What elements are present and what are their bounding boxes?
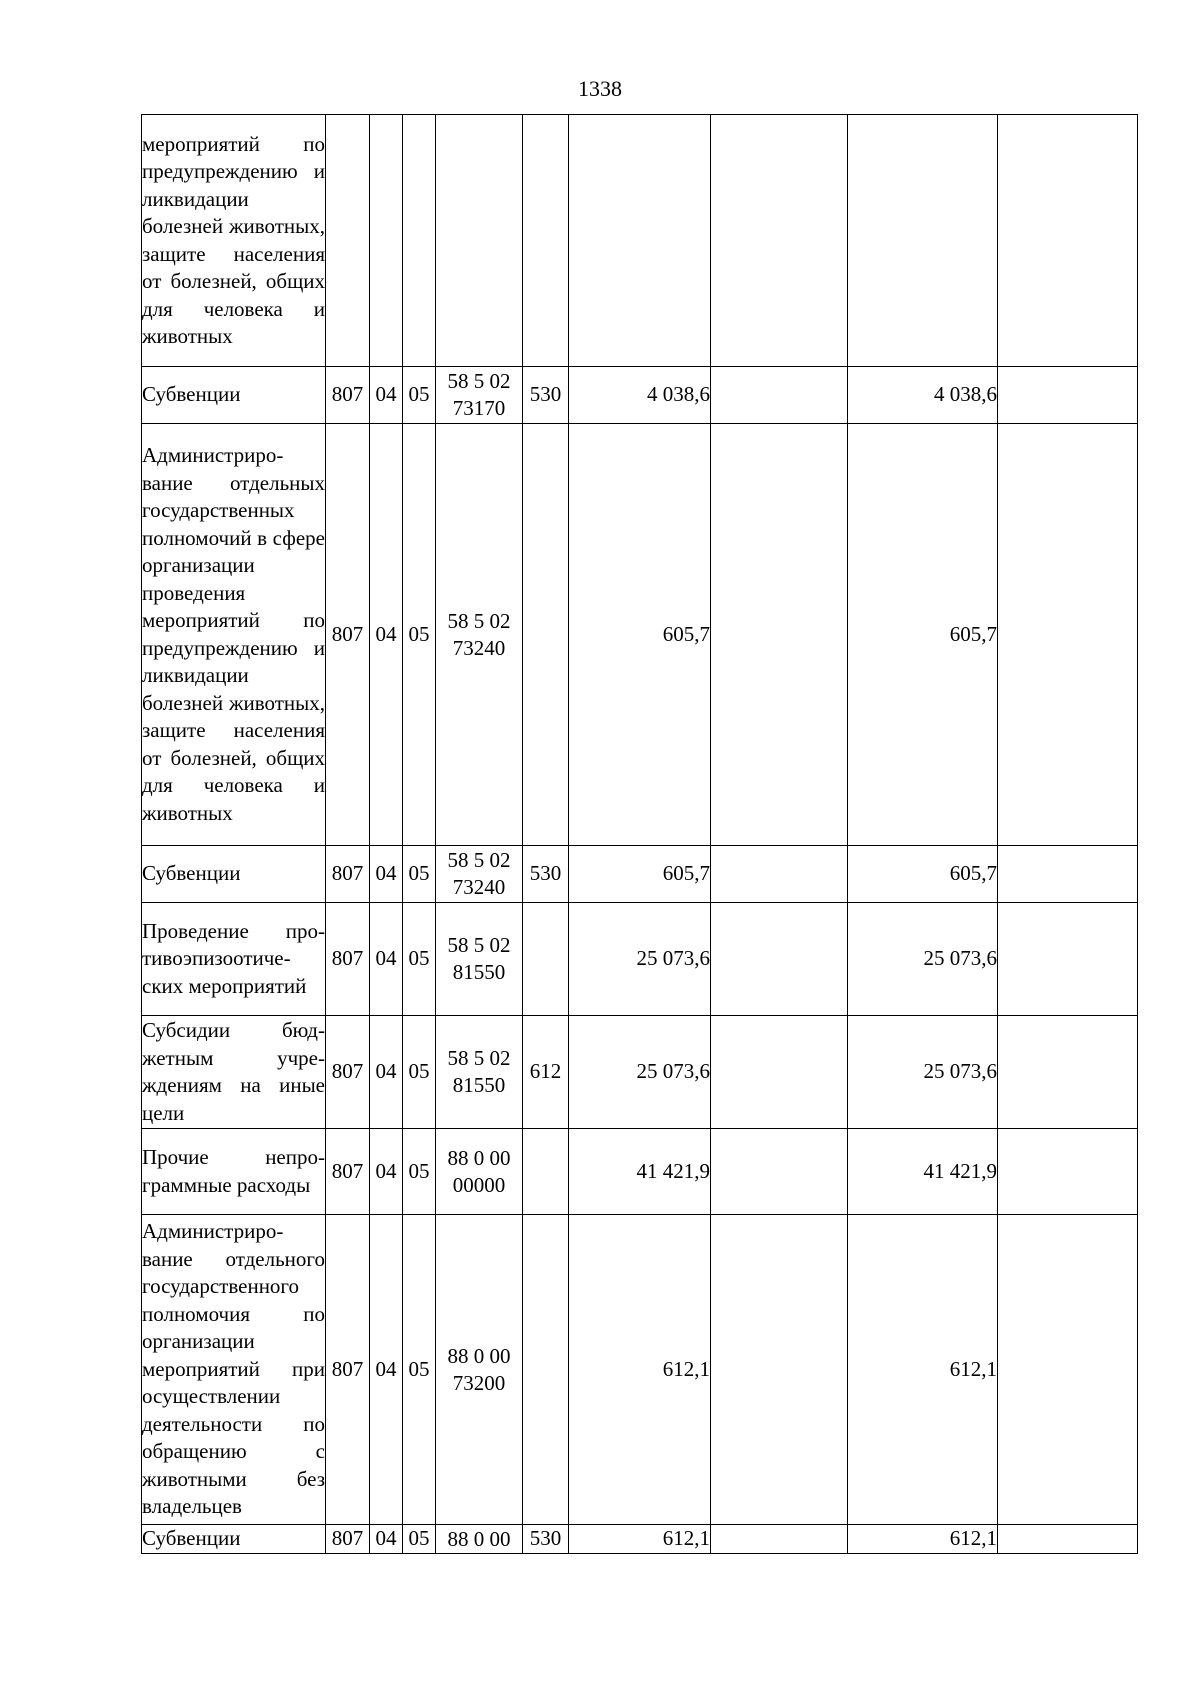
row-grbs: 807 — [326, 903, 370, 1016]
row-vr — [523, 1129, 569, 1215]
row-sum-4 — [998, 367, 1138, 424]
row-rz: 04 — [370, 1215, 403, 1525]
row-sum-1: 612,1 — [569, 1525, 711, 1554]
row-sum-2 — [711, 1525, 848, 1554]
row-vr — [523, 424, 569, 846]
row-grbs — [326, 115, 370, 367]
row-csr — [436, 424, 523, 846]
row-sum-4 — [998, 115, 1138, 367]
row-sum-2 — [711, 115, 848, 367]
row-sum-3: 25 073,6 — [848, 1016, 998, 1129]
row-sum-1: 4 038,6 — [569, 367, 711, 424]
row-grbs: 807 — [326, 1016, 370, 1129]
row-sum-1: 25 073,6 — [569, 903, 711, 1016]
row-csr — [436, 115, 523, 367]
row-csr — [436, 1016, 523, 1129]
row-csr-part2: 00000 — [452, 1172, 506, 1197]
row-pr — [403, 115, 436, 367]
row-vr — [523, 115, 569, 367]
row-csr-part1: 58 5 02 — [447, 933, 511, 957]
row-sum-1: 612,1 — [569, 1215, 711, 1525]
row-grbs: 807 — [326, 1129, 370, 1215]
row-csr-part1: 88 0 00 — [447, 1526, 511, 1551]
table-row — [142, 1215, 1138, 1525]
row-rz: 04 — [370, 903, 403, 1016]
row-sum-1: 41 421,9 — [569, 1129, 711, 1215]
row-sum-1: 25 073,6 — [569, 1016, 711, 1129]
row-csr — [436, 846, 523, 903]
row-csr-part2: 81550 — [452, 1073, 506, 1097]
row-vr: 530 — [523, 367, 569, 424]
row-name: Субвенции — [142, 846, 326, 903]
row-csr-part1: 88 0 00 — [447, 1145, 511, 1170]
row-rz: 04 — [370, 424, 403, 846]
row-rz: 04 — [370, 846, 403, 903]
row-sum-4 — [998, 424, 1138, 846]
table-row — [142, 424, 1138, 846]
row-pr: 05 — [403, 367, 436, 424]
table-row — [142, 846, 1138, 903]
row-grbs: 807 — [326, 1525, 370, 1554]
row-sum-2 — [711, 846, 848, 903]
row-csr — [436, 1129, 523, 1215]
row-sum-3: 25 073,6 — [848, 903, 998, 1016]
row-sum-4 — [998, 903, 1138, 1016]
row-name: Субсидии бюджетным учреждениям на иные цели — [142, 1016, 326, 1129]
row-grbs: 807 — [326, 424, 370, 846]
row-sum-3: 41 421,9 — [848, 1129, 998, 1215]
row-rz: 04 — [370, 367, 403, 424]
budget-table — [141, 114, 1138, 1554]
row-sum-2 — [711, 1016, 848, 1129]
row-pr: 05 — [403, 846, 436, 903]
row-csr-part2: 73240 — [452, 635, 506, 660]
row-pr: 05 — [403, 424, 436, 846]
row-sum-3: 612,1 — [848, 1525, 998, 1554]
row-sum-1 — [569, 115, 711, 367]
row-grbs: 807 — [326, 1215, 370, 1525]
row-vr — [523, 1215, 569, 1525]
row-sum-3: 605,7 — [848, 424, 998, 846]
row-name: Прочие непрограммные расходы — [142, 1129, 326, 1215]
row-sum-2 — [711, 903, 848, 1016]
row-sum-4 — [998, 1016, 1138, 1129]
row-sum-2 — [711, 367, 848, 424]
row-csr-part2: 81550 — [452, 960, 506, 984]
row-vr: 530 — [523, 846, 569, 903]
row-sum-3: 4 038,6 — [848, 367, 998, 424]
row-csr-part1: 58 5 02 — [447, 608, 511, 633]
row-sum-3: 612,1 — [848, 1215, 998, 1525]
row-name: мероприятий по предупреждению и ликвидации болезней животных, защите населения от болезней, общих для человека и животных — [142, 115, 326, 367]
row-name: Администрирование отдельного государственного полномочия по организации мероприятий при осуществлении деятельности по обращению с животными без владельцев — [142, 1215, 326, 1525]
row-sum-2 — [711, 424, 848, 846]
page-number: 1338 — [578, 76, 622, 101]
row-sum-3 — [848, 115, 998, 367]
row-sum-3: 605,7 — [848, 846, 998, 903]
row-csr — [436, 367, 523, 424]
row-vr — [523, 903, 569, 1016]
row-csr — [436, 1215, 523, 1525]
table-row — [142, 115, 1138, 367]
row-sum-1: 605,7 — [569, 846, 711, 903]
table-row — [142, 1129, 1138, 1215]
row-pr: 05 — [403, 1129, 436, 1215]
row-sum-4 — [998, 1129, 1138, 1215]
row-csr — [436, 903, 523, 1016]
row-name: Субвенции — [142, 1525, 326, 1554]
row-sum-1: 605,7 — [569, 424, 711, 846]
row-rz — [370, 115, 403, 367]
table-row — [142, 1525, 1138, 1554]
row-csr — [436, 1525, 523, 1554]
row-sum-2 — [711, 1129, 848, 1215]
row-csr-part1: 88 0 00 — [447, 1343, 511, 1368]
row-name: Проведение противоэпизоотических мероприятий — [142, 903, 326, 1016]
row-name: Субвенции — [142, 367, 326, 424]
row-rz: 04 — [370, 1129, 403, 1215]
row-sum-4 — [998, 846, 1138, 903]
row-pr: 05 — [403, 1525, 436, 1554]
row-csr-part1: 58 5 02 — [447, 1046, 511, 1070]
row-rz: 04 — [370, 1016, 403, 1129]
table-row — [142, 1016, 1138, 1129]
row-vr: 612 — [523, 1016, 569, 1129]
row-sum-4 — [998, 1215, 1138, 1525]
budget-table-body — [142, 115, 1138, 1554]
row-name: Администрирование отдельных государственных полномочий в сфере организации проведения мероприятий по предупреждению и ликвидации болезней животных, защите населения от болезней, общих для человека и животных — [142, 424, 326, 846]
row-vr: 530 — [523, 1525, 569, 1554]
row-csr-part2: 73170 — [452, 396, 506, 420]
row-rz: 04 — [370, 1525, 403, 1554]
row-pr: 05 — [403, 1215, 436, 1525]
row-pr: 05 — [403, 1016, 436, 1129]
row-csr-part2: 73240 — [452, 875, 506, 899]
row-grbs: 807 — [326, 367, 370, 424]
row-sum-2 — [711, 1215, 848, 1525]
row-csr-part2: 73200 — [452, 1370, 506, 1395]
row-pr: 05 — [403, 903, 436, 1016]
row-csr-part1: 58 5 02 — [447, 848, 511, 872]
row-sum-4 — [998, 1525, 1138, 1554]
row-grbs: 807 — [326, 846, 370, 903]
row-csr-part1: 58 5 02 — [447, 369, 511, 393]
table-row — [142, 367, 1138, 424]
table-row — [142, 903, 1138, 1016]
